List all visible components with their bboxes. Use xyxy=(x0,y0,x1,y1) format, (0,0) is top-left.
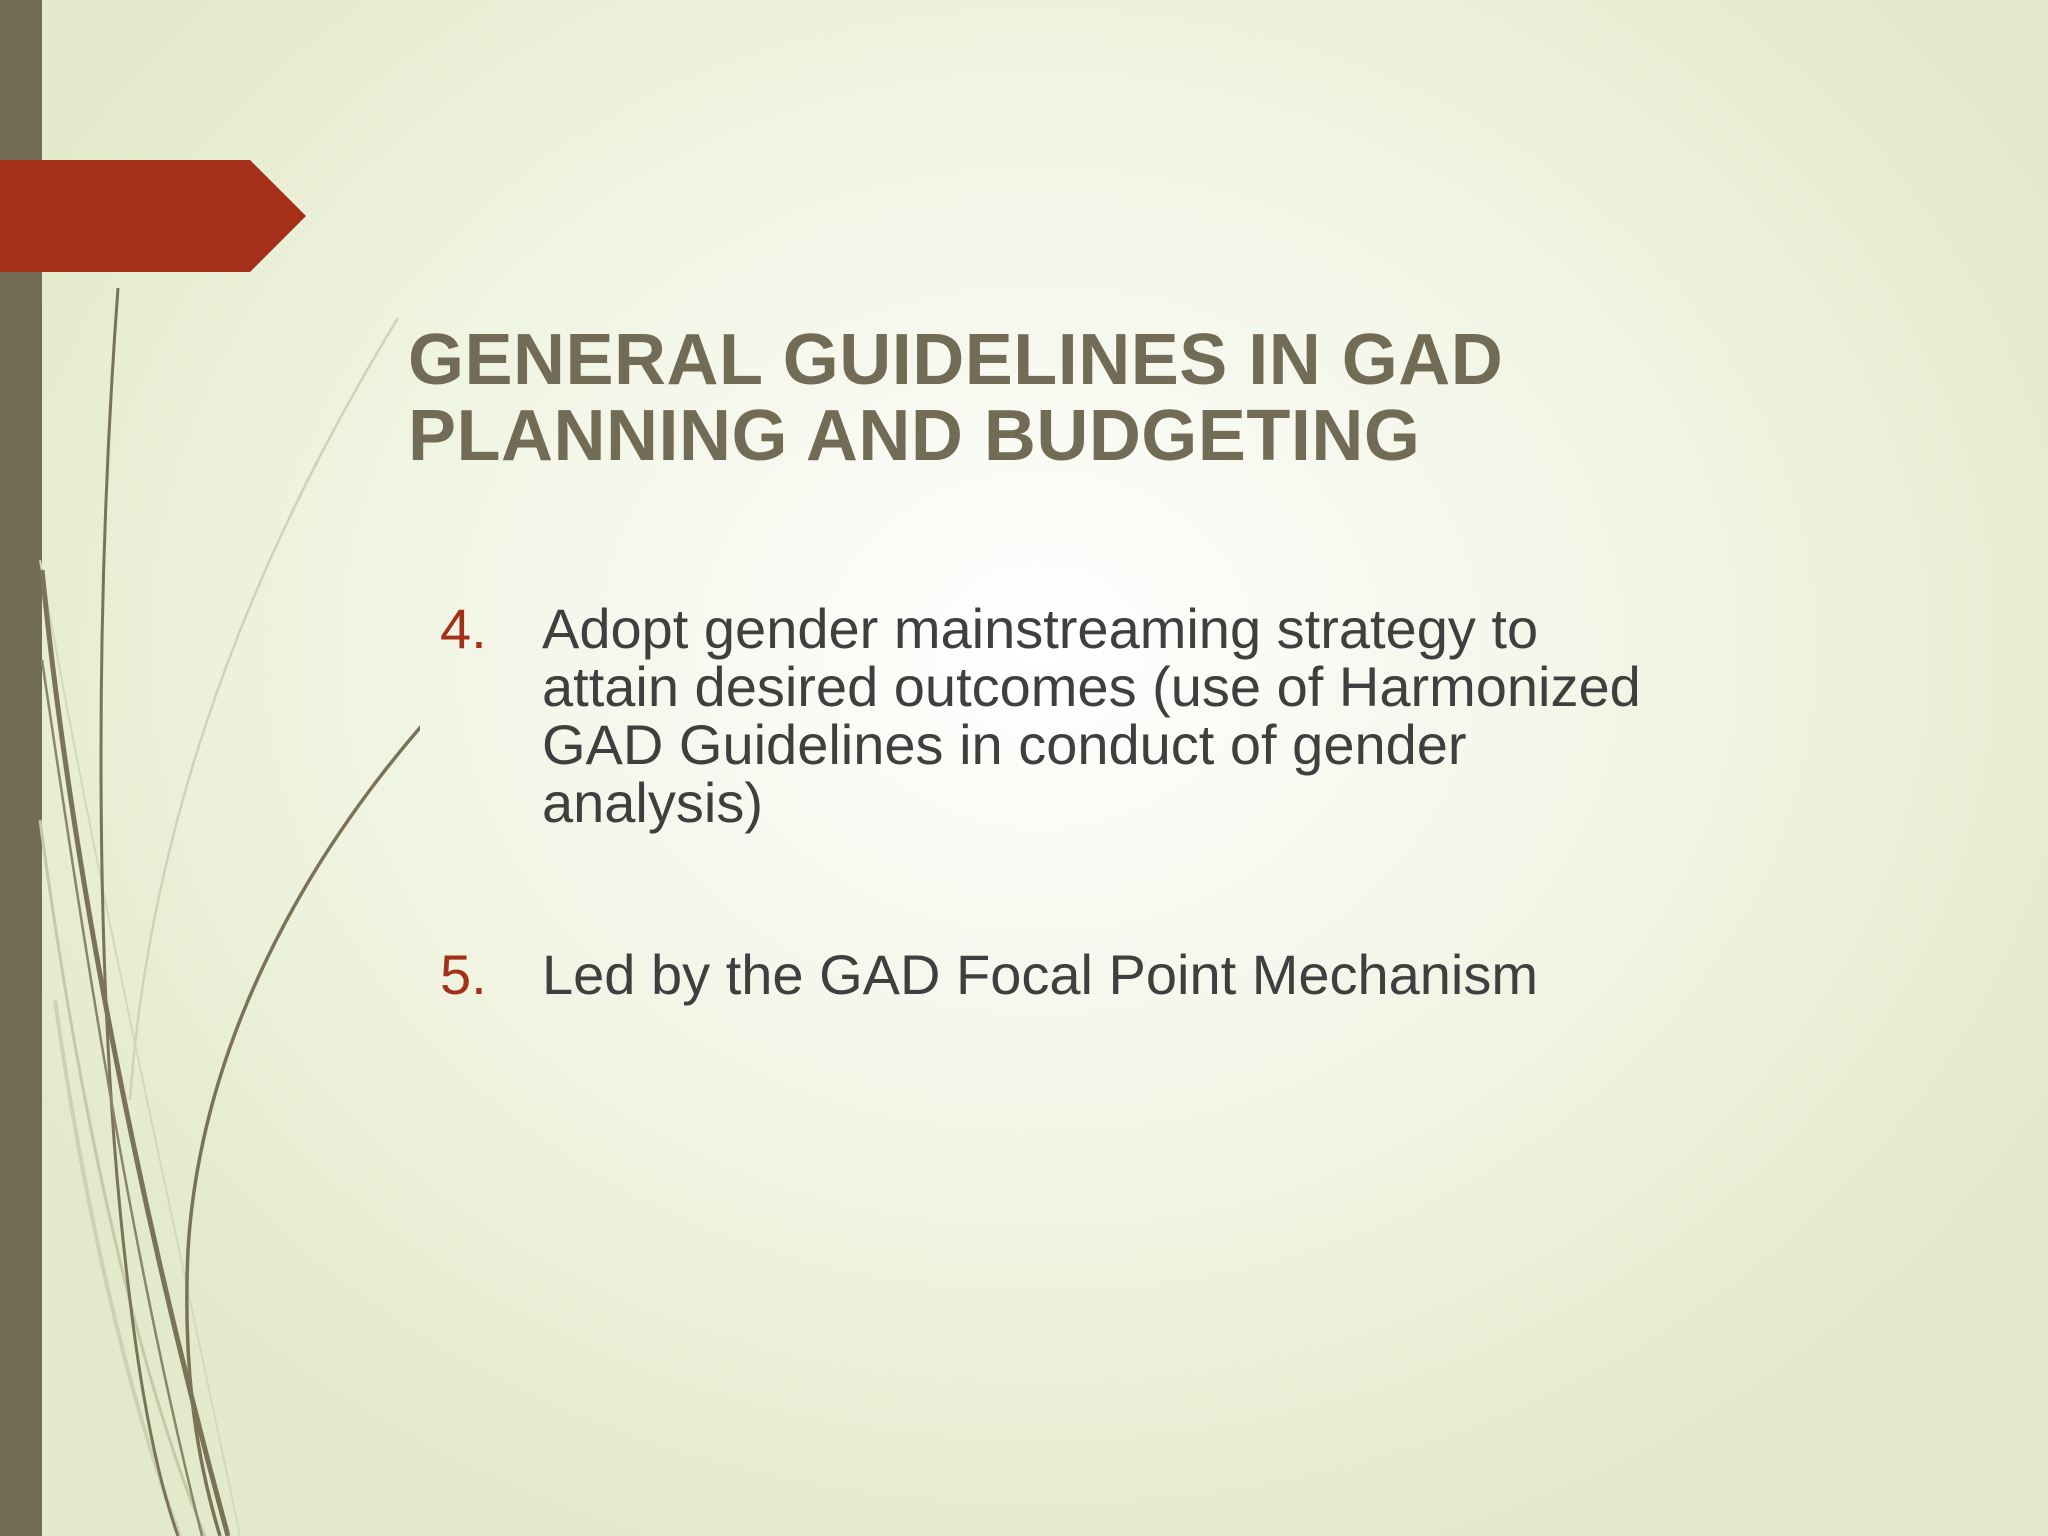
guideline-list xyxy=(440,597,1740,1006)
curve-faint-3 xyxy=(130,318,398,1100)
slide-title xyxy=(408,322,1808,474)
title-line: GENERAL GUIDELINES IN GAD xyxy=(408,320,1504,400)
item-text-line: analysis) xyxy=(542,771,763,834)
item-text-line: attain desired outcomes (use of Harmonized xyxy=(542,655,1641,718)
item-number: 5. xyxy=(440,943,487,1006)
item-text-line: Adopt gender mainstreaming strategy to xyxy=(542,597,1539,660)
item-text-line: Led by the GAD Focal Point Mechanism xyxy=(542,943,1539,1006)
arrow-tab xyxy=(0,0,320,290)
curve-faint-1 xyxy=(40,820,205,1536)
list-item xyxy=(440,597,1740,834)
curve-faint-4 xyxy=(40,560,240,1536)
curve-dark-3 xyxy=(187,705,420,1536)
item-text-line: GAD Guidelines in conduct of gender xyxy=(542,713,1467,776)
curve-dark-1 xyxy=(101,288,178,1536)
list-item xyxy=(440,943,1740,1006)
item-number: 4. xyxy=(440,597,487,660)
title-line: PLANNING AND BUDGETING xyxy=(408,396,1421,476)
